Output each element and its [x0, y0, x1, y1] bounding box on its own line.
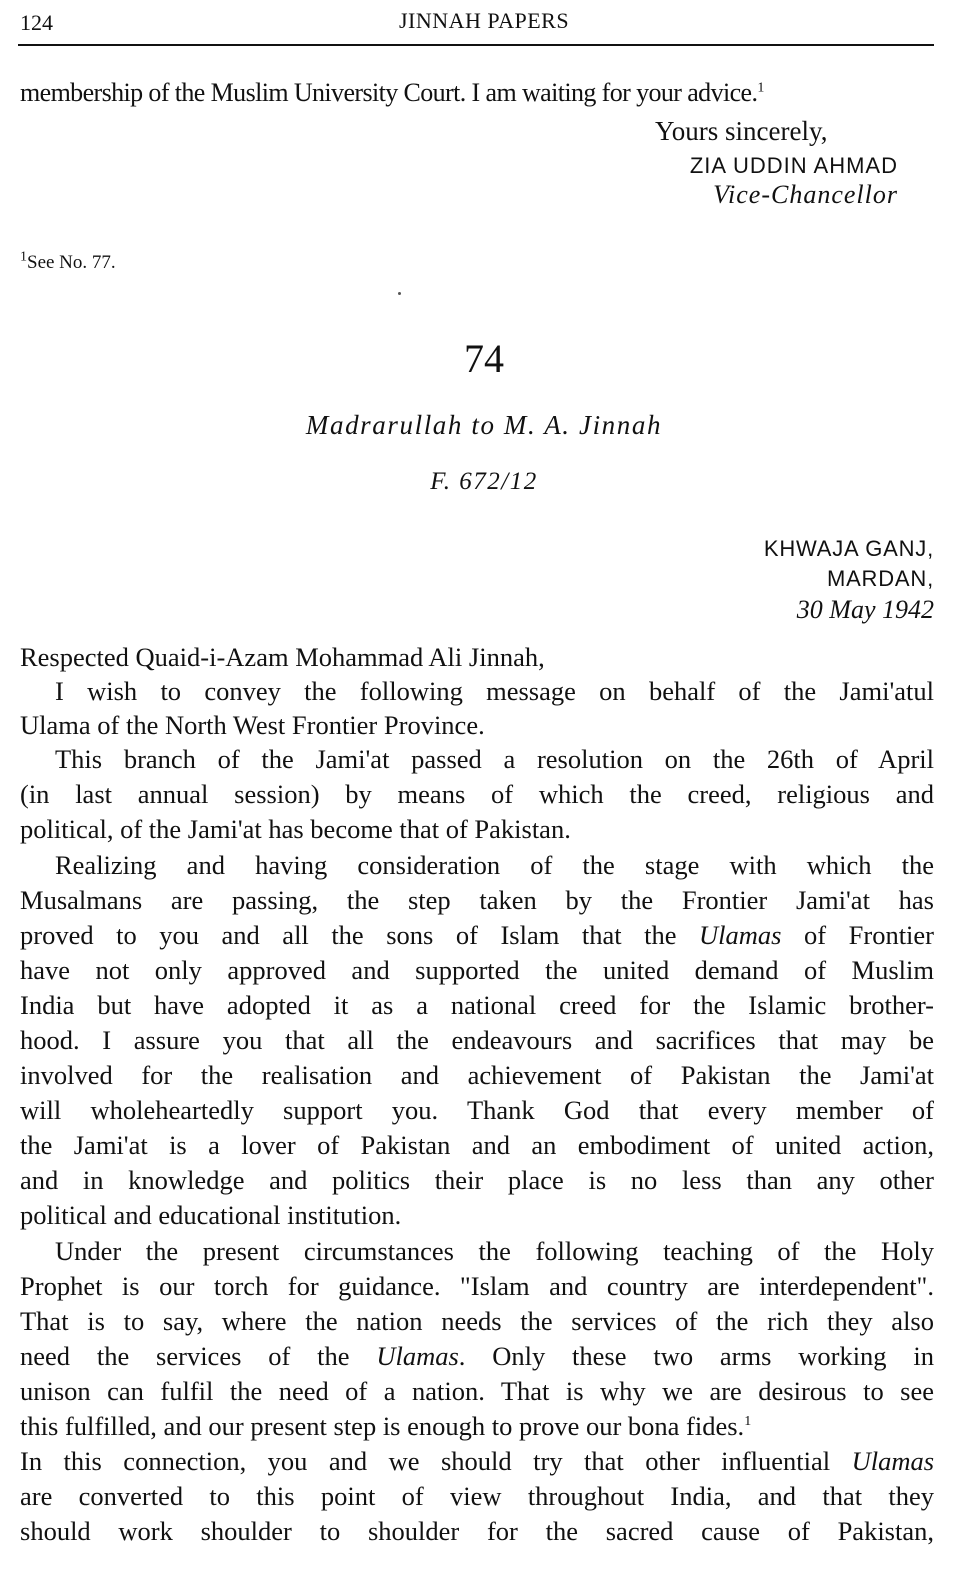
footnote-mark: 1: [20, 249, 27, 265]
body-line: [20, 918, 934, 952]
body-text: this fulfilled, and our present step is enough to prove our bona fides.: [20, 1411, 745, 1441]
body-line: This branch of the Jami'at passed a resolution on the 26th of April: [55, 744, 934, 774]
body-line: [20, 1444, 934, 1478]
body-line: have not only approved and supported the united demand of Muslim: [20, 955, 934, 985]
signer-title: Vice-Chancellor: [713, 180, 898, 209]
body-line: Realizing and having consideration of the stage with which the: [55, 850, 934, 880]
document-file-reference: F. 672/12: [430, 468, 538, 495]
italic-term: Ulamas: [851, 1446, 935, 1476]
italic-term: Ulamas: [376, 1341, 459, 1371]
valediction: Yours sincerely,: [655, 116, 828, 146]
body-line: That is to say, where the nation needs the services of the rich they also: [20, 1306, 934, 1336]
letter-date: 30 May 1942: [796, 595, 934, 624]
body-line: Ulama of the North West Frontier Province.: [20, 710, 485, 740]
italic-term: Ulamas: [699, 920, 782, 950]
footnote-ref: 1: [757, 80, 764, 96]
body-line: hood. I assure you that all the endeavours and sacrifices that may be: [20, 1025, 934, 1055]
body-line: are converted to this point of view throughout India, and that they: [20, 1481, 934, 1511]
body-line: Under the present circumstances the following teaching of the Holy: [55, 1236, 934, 1266]
body-line: Musalmans are passing, the step taken by the Frontier Jami'at has: [20, 885, 934, 915]
print-speck: [398, 292, 401, 295]
body-line: involved for the realisation and achievement of Pakistan the Jami'at: [20, 1060, 934, 1090]
closing-line-text: membership of the Muslim University Court. I am waiting for your advice.: [20, 78, 758, 107]
document-subject: Madrarullah to M. A. Jinnah: [305, 410, 663, 440]
body-line: the Jami'at is a lover of Pakistan and an embodiment of united action,: [20, 1130, 934, 1160]
header-rule: [18, 44, 934, 46]
body-text: . Only these two arms working in: [458, 1341, 934, 1371]
body-line: [20, 1409, 934, 1443]
page-number: 124: [20, 10, 53, 35]
document-number: 74: [464, 336, 504, 381]
body-text: In this connection, you and we should try that other influential: [20, 1446, 831, 1476]
body-line: political, of the Jami'at has become that of Pakistan.: [20, 814, 571, 844]
address-line-2: MARDAN,: [826, 566, 934, 591]
footnote-ref: 1: [744, 1414, 752, 1430]
address-line-1: KHWAJA GANJ,: [763, 536, 934, 561]
body-line: [20, 1339, 934, 1373]
body-line: I wish to convey the following message on behalf of the Jami'atul: [55, 676, 934, 706]
previous-letter-closing-line: [20, 78, 764, 108]
body-text: of Frontier: [804, 920, 935, 950]
body-line: political and educational institution.: [20, 1200, 402, 1230]
salutation: Respected Quaid-i-Azam Mohammad Ali Jinnah,: [20, 642, 545, 672]
signer-name: ZIA UDDIN AHMAD: [689, 153, 898, 178]
footnote: [20, 249, 116, 274]
body-line: (in last annual session) by means of which the creed, religious and: [20, 779, 934, 809]
running-header-title: JINNAH PAPERS: [398, 8, 570, 33]
body-line: will wholeheartedly support you. Thank God that every member of: [20, 1095, 934, 1125]
body-text: need the services of the: [20, 1341, 350, 1371]
body-text: proved to you and all the sons of Islam that the: [20, 920, 677, 950]
body-line: Prophet is our torch for guidance. "Islam and country are interdependent".: [20, 1271, 934, 1301]
body-line: India but have adopted it as a national creed for the Islamic brother-: [20, 990, 934, 1020]
footnote-text: See No. 77.: [27, 252, 116, 273]
body-line: unison can fulfil the need of a nation. That is why we are desirous to see: [20, 1376, 934, 1406]
body-line: and in knowledge and politics their place is no less than any other: [20, 1165, 934, 1195]
body-line: should work shoulder to shoulder for the sacred cause of Pakistan,: [20, 1516, 934, 1546]
